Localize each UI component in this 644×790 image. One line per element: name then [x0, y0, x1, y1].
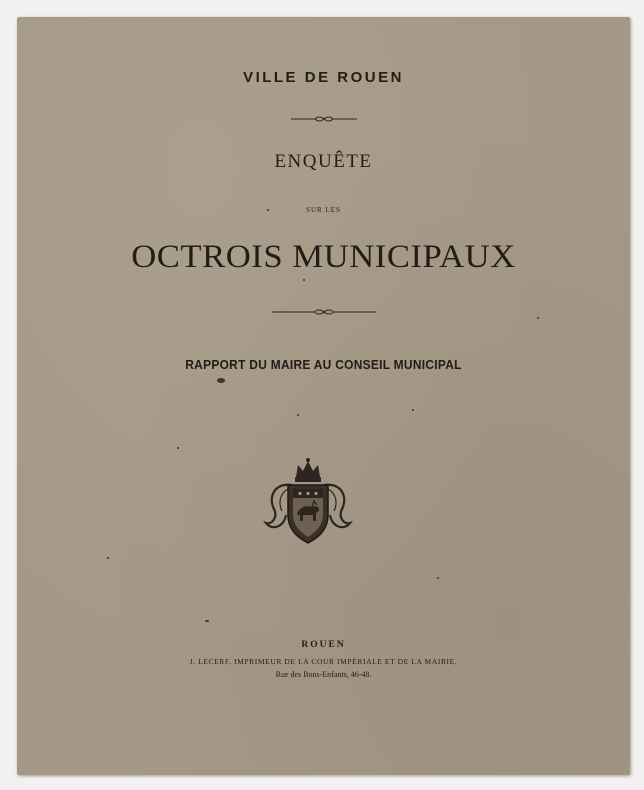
- ink-speck: [107, 557, 109, 559]
- coat-of-arms-icon: [262, 453, 354, 549]
- connector-text: SUR LES: [306, 206, 341, 214]
- ink-speck: [437, 577, 439, 579]
- imprint-address: Rue des Bons-Enfants, 46-48.: [275, 670, 372, 679]
- imprint-city: ROUEN: [301, 640, 346, 650]
- ink-speck: [205, 620, 209, 622]
- ornament-divider-icon: [289, 115, 359, 123]
- imprint-printer: J. LECERF, IMPRIMEUR DE LA COUR IMPÉRIALE ET DE LA MAIRIE,: [189, 657, 458, 666]
- ink-speck: [303, 279, 305, 281]
- ink-speck: [297, 414, 299, 416]
- ink-speck: [177, 447, 179, 449]
- ink-speck: [217, 378, 225, 383]
- city-heading: VILLE DE ROUEN: [243, 69, 404, 86]
- ink-speck: [267, 209, 269, 211]
- document-cover: [17, 17, 630, 775]
- ink-speck: [537, 317, 539, 319]
- ornament-divider-icon: [270, 308, 378, 316]
- ink-speck: [412, 409, 414, 411]
- document-subject: ENQUÊTE: [274, 151, 373, 172]
- report-subtitle: RAPPORT DU MAIRE AU CONSEIL MUNICIPAL: [185, 357, 462, 372]
- document-title: OCTROIS MUNICIPAUX: [131, 239, 516, 275]
